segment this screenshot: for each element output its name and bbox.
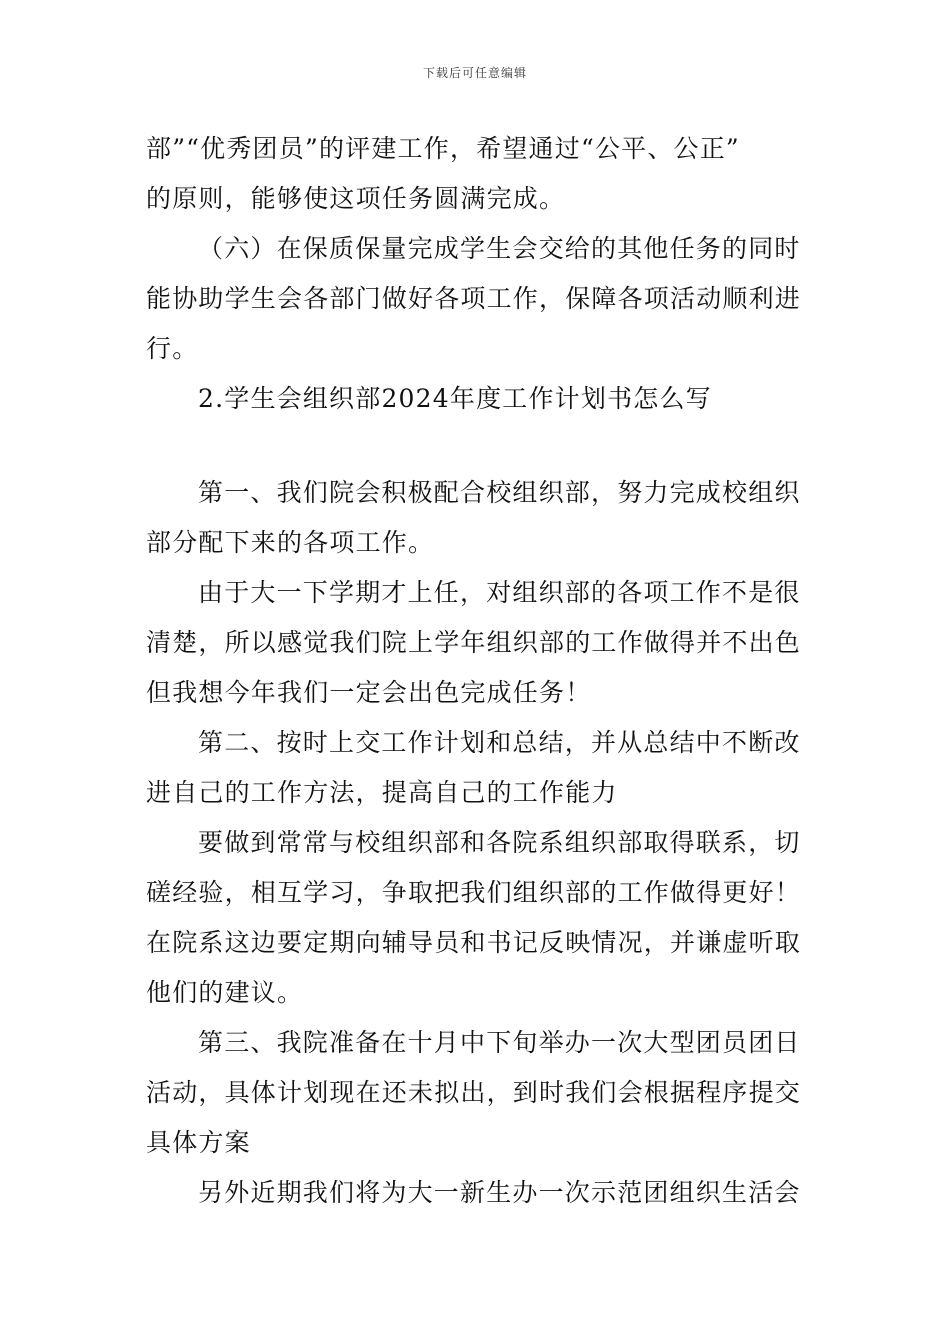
text-line: 但我想今年我们一定会出色完成任务！ <box>146 678 592 707</box>
text-line: 活动，具体计划现在还未拟出，到时我们会根据程序提交 <box>146 1078 802 1107</box>
document-body <box>146 124 810 1218</box>
text-line: 具体方案 <box>146 1128 251 1157</box>
spacer <box>146 424 810 468</box>
text-line: 第二、按时上交工作计划和总结，并从总结中不断改 <box>198 728 801 757</box>
text-line: 在院系这边要定期向辅导员和书记反映情况，并谦虚听取 <box>146 928 802 957</box>
text-line: 的原则，能够使这项任务圆满完成。 <box>146 184 566 213</box>
text-line: 进自己的工作方法，提高自己的工作能力 <box>146 778 618 807</box>
text-line: （六）在保质保量完成学生会交给的其他任务的同时 <box>198 234 801 263</box>
text-line: 由于大一下学期才上任，对组织部的各项工作不是很 <box>198 578 801 607</box>
text-line: 另外近期我们将为大一新生办一次示范团组织生活会 <box>198 1178 801 1207</box>
text-line: 他们的建议。 <box>146 978 304 1007</box>
text-line: 清楚，所以感觉我们院上学年组织部的工作做得并不出色 <box>146 628 802 657</box>
text-line: 第一、我们院会积极配合校组织部，努力完成校组织 <box>198 478 801 507</box>
section-heading: 2.学生会组织部2024年度工作计划书怎么写 <box>198 384 712 413</box>
text-line: 磋经验，相互学习，争取把我们组织部的工作做得更好！ <box>146 878 802 907</box>
text-line: 部”“优秀团员”的评建工作，希望通过“公平、公正” <box>146 134 740 163</box>
text-line: 能协助学生会各部门做好各项工作，保障各项活动顺利进 <box>146 284 802 313</box>
page-header: 下载后可任意编辑 <box>422 66 527 80</box>
text-line: 要做到常常与校组织部和各院系组织部取得联系，切 <box>198 828 801 857</box>
text-line: 第三、我院准备在十月中下旬举办一次大型团员团日 <box>198 1028 801 1057</box>
text-line: 部分配下来的各项工作。 <box>146 528 435 557</box>
text-line: 行。 <box>146 334 199 363</box>
